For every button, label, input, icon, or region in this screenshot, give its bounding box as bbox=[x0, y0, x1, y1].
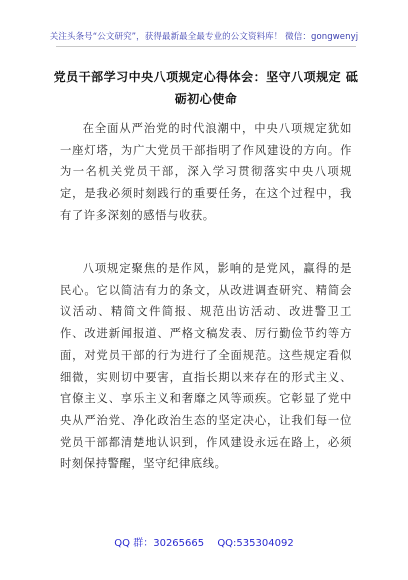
header-promo-note: 关注头条号“公文研究”，获得最新最全最专业的公文资料库！ 微信：gongwenyj bbox=[49, 32, 359, 42]
footer-qq: QQ:535304092 bbox=[217, 538, 294, 549]
body-paragraph-2: 八项规定聚焦的是作风，影响的是党风，赢得的是民心。它以简洁有力的条文，从改进调查研究、精简会议活动、精简文件简报、规范出访活动、改进警卫工作、改进新闻报道、严格文稿发表、厉行勤俭节约等方面，对党员干部的行为进行了全面规范。这些规定看似细微，实则切中要害，直指长期以来存在的形式主义、官僚主义、享乐主义和奢靡之风等顽疾。它彰显了党中央从严治党、净化政治生态的坚定决心，让我们每一位党员干部都清楚地认识到，作风建设永远在路上，必须时刻保持警醒，坚守纪律底线。 bbox=[60, 262, 352, 471]
body-paragraph-1: 在全面从严治党的时代浪潮中，中央八项规定犹如一座灯塔，为广大党员干部指明了作风建设的方向。作为一名机关党员干部，深入学习贯彻落实中央八项规定，是我必须时刻践行的重要任务，在这个过程中，我有了许多深刻的感悟与收获。 bbox=[60, 122, 352, 222]
footer-qq-group: QQ 群：30265665 bbox=[114, 538, 205, 549]
footer-contact bbox=[0, 534, 408, 549]
document-title: 党员干部学习中央八项规定心得体会：坚守八项规定 砥砺初心使命 bbox=[53, 70, 359, 106]
header-divider bbox=[56, 46, 356, 47]
